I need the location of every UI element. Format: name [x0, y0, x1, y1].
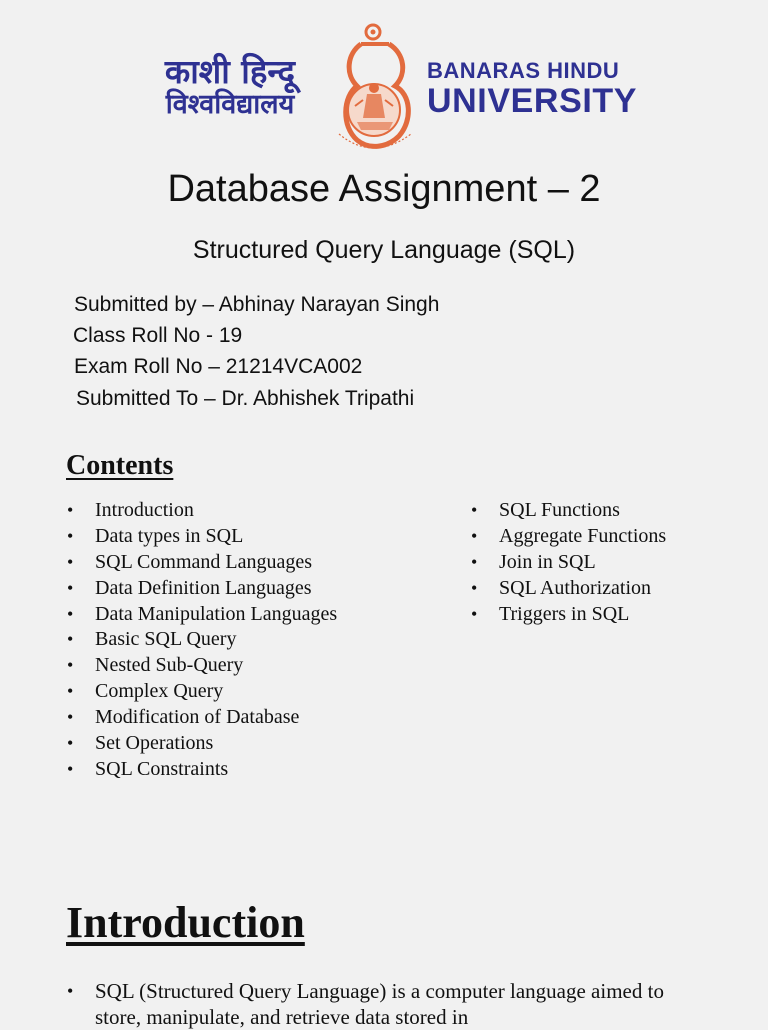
bullet-icon: •	[67, 603, 74, 624]
bullet-icon: •	[67, 525, 74, 546]
introduction-paragraph	[67, 978, 675, 1030]
contents-item-label: Basic SQL Query	[95, 628, 237, 651]
contents-item-label: Set Operations	[95, 732, 214, 755]
bullet-icon: •	[67, 733, 74, 754]
contents-item	[67, 576, 337, 602]
hindi-university-name	[140, 54, 320, 120]
document-subtitle: Structured Query Language (SQL)	[192, 236, 576, 264]
contents-item-label: Nested Sub-Query	[95, 654, 244, 677]
contents-list-left	[67, 498, 337, 783]
contents-item	[67, 627, 337, 653]
university-seal-icon	[333, 22, 417, 158]
contents-item	[471, 498, 666, 524]
contents-item	[67, 524, 337, 550]
class-roll-number: Class Roll No - 19	[73, 324, 243, 347]
contents-item-label: Data Manipulation Languages	[95, 602, 338, 625]
bullet-icon: •	[67, 758, 74, 779]
contents-item-label: SQL Constraints	[95, 757, 229, 780]
contents-item	[471, 550, 666, 576]
bullet-icon: •	[67, 577, 74, 598]
university-logo	[0, 0, 768, 160]
document-title: Database Assignment – 2	[167, 168, 601, 210]
english-name-line2: UNIVERSITY	[427, 82, 638, 120]
exam-roll-number: Exam Roll No – 21214VCA002	[74, 355, 363, 378]
contents-item-label: Introduction	[95, 499, 194, 521]
english-name-line1: BANARAS HINDU	[427, 58, 620, 83]
contents-item	[67, 550, 337, 576]
submitted-by: Submitted by – Abhinay Narayan Singh	[74, 293, 440, 316]
contents-item-label: Data types in SQL	[95, 524, 244, 547]
bullet-icon: •	[471, 500, 478, 520]
bullet-icon: •	[67, 981, 74, 1001]
contents-item-label: Triggers in SQL	[499, 602, 630, 625]
contents-item-label: Join in SQL	[499, 550, 596, 573]
introduction-text: SQL (Structured Query Language) is a computer language aimed to store, manipulate, and retrieve data stored in	[95, 979, 664, 1029]
contents-item-label: Modification of Database	[95, 706, 300, 729]
contents-item	[67, 731, 337, 757]
contents-heading: Contents	[66, 450, 174, 481]
bullet-icon: •	[67, 681, 74, 702]
english-university-name	[427, 58, 637, 121]
bullet-icon: •	[471, 603, 478, 624]
contents-item-label: SQL Command Languages	[95, 550, 313, 573]
bullet-icon: •	[67, 551, 74, 572]
submitted-to: Submitted To – Dr. Abhishek Tripathi	[76, 387, 415, 410]
contents-item-label: Complex Query	[95, 680, 224, 703]
contents-item-label: SQL Functions	[499, 499, 620, 521]
contents-item	[471, 524, 666, 550]
contents-item	[67, 498, 337, 524]
contents-item	[67, 705, 337, 731]
bullet-icon: •	[471, 551, 478, 572]
contents-item-label: Aggregate Functions	[499, 524, 667, 547]
hindi-name-line2: विश्वविद्यालय	[165, 89, 295, 121]
bullet-icon: •	[67, 707, 74, 728]
bullet-icon: •	[67, 629, 74, 650]
contents-item	[471, 602, 666, 628]
contents-item-label: SQL Authorization	[499, 576, 652, 599]
bullet-icon: •	[67, 500, 74, 520]
bullet-icon: •	[471, 577, 478, 598]
contents-item	[67, 653, 337, 679]
introduction-heading: Introduction	[66, 898, 305, 947]
contents-item	[67, 757, 337, 783]
contents-item	[471, 576, 666, 602]
hindi-name-line1: काशी हिन्दू	[164, 52, 296, 91]
bullet-icon: •	[471, 525, 478, 546]
contents-item	[67, 679, 337, 705]
contents-list-right	[471, 498, 666, 627]
bullet-icon: •	[67, 655, 74, 676]
contents-item-label: Data Definition Languages	[95, 576, 312, 599]
contents-item	[67, 602, 337, 628]
